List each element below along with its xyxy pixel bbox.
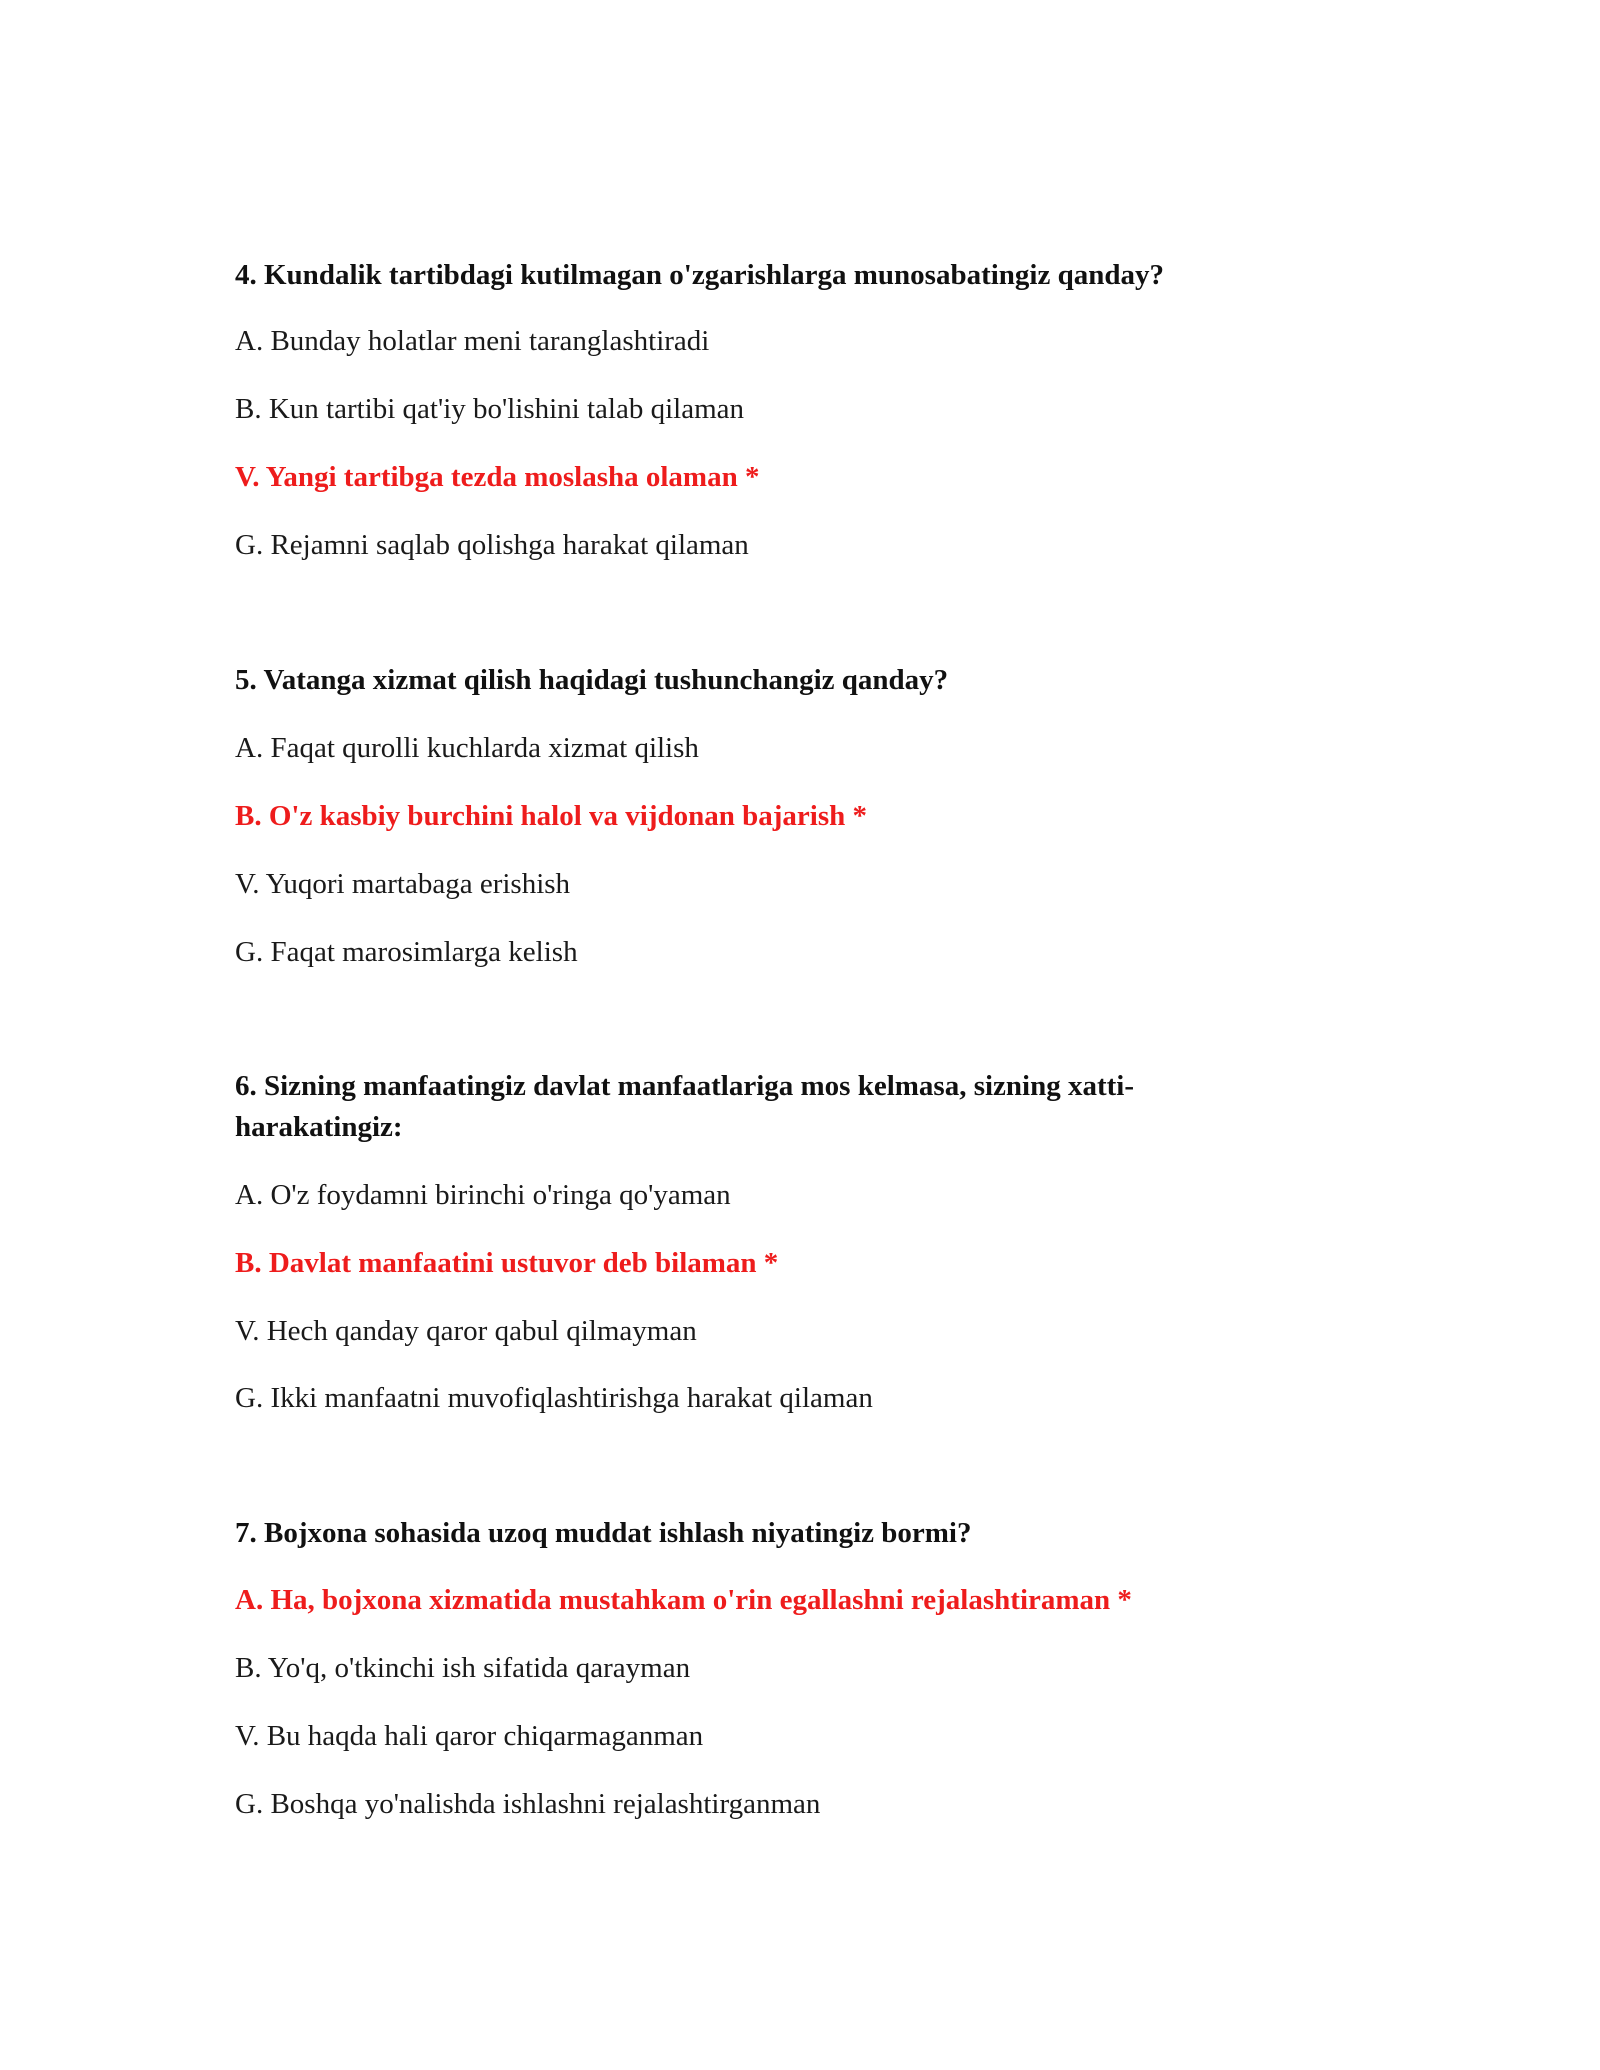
question-block-4 [235, 255, 1295, 561]
option-v-correct: V. Yangi tartibga tezda moslasha olaman * [235, 461, 760, 493]
question-title: 6. Sizning manfaatingiz davlat manfaatlariga mos kelmasa, sizning xatti-harakatingiz: [235, 1070, 1135, 1143]
option-v: V. Hech qanday qaror qabul qilmayman [235, 1315, 697, 1347]
question-title: 5. Vatanga xizmat qilish haqidagi tushunchangiz qanday? [235, 664, 949, 696]
option-v: V. Bu haqda hali qaror chiqarmaganman [235, 1720, 704, 1752]
option-b-correct: B. Davlat manfaatini ustuvor deb bilaman * [235, 1247, 779, 1279]
question-title: 7. Bojxona sohasida uzoq muddat ishlash niyatingiz bormi? [235, 1517, 972, 1549]
option-g: G. Rejamni saqlab qolishga harakat qilaman [235, 529, 749, 561]
option-g: G. Faqat marosimlarga kelish [235, 936, 578, 968]
question-block-6 [235, 1066, 1295, 1414]
option-a: A. Faqat qurolli kuchlarda xizmat qilish [235, 732, 699, 764]
question-block-5 [235, 660, 1295, 968]
option-a-correct: A. Ha, bojxona xizmatida mustahkam o'rin egallashni rejalashtiraman * [235, 1584, 1132, 1616]
option-a: A. Bunday holatlar meni taranglashtiradi [235, 325, 710, 357]
option-g: G. Ikki manfaatni muvofiqlashtirishga harakat qilaman [235, 1382, 873, 1414]
option-b-correct: B. O'z kasbiy burchini halol va vijdonan bajarish * [235, 800, 867, 832]
option-a: A. O'z foydamni birinchi o'ringa qo'yaman [235, 1179, 731, 1211]
option-g: G. Boshqa yo'nalishda ishlashni rejalashtirganman [235, 1788, 821, 1820]
question-title: 4. Kundalik tartibdagi kutilmagan o'zgarishlarga munosabatingiz qanday? [235, 259, 1164, 291]
option-v: V. Yuqori martabaga erishish [235, 868, 571, 900]
option-b: B. Kun tartibi qat'iy bo'lishini talab qilaman [235, 393, 745, 425]
option-b: B. Yo'q, o'tkinchi ish sifatida qarayman [235, 1652, 691, 1684]
question-block-7 [235, 1513, 1295, 1820]
